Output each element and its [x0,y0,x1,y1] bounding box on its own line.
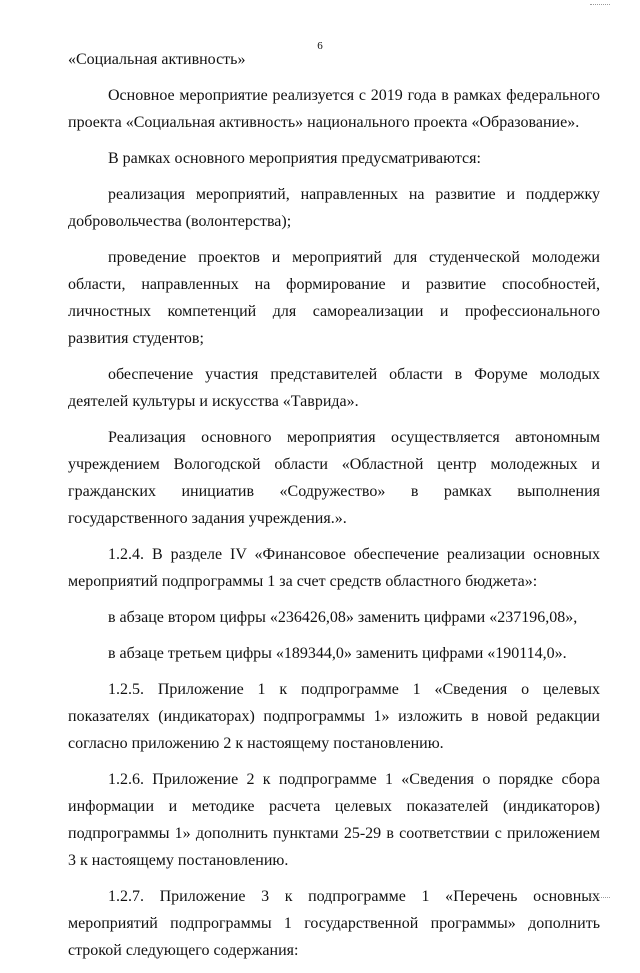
document-body [68,46,600,973]
paragraph-tavrida-forum: обеспечение участия представителей области в Форуме молодых деятелей культуры и искусства «Таврида». [68,366,600,410]
paragraph-student-projects: проведение проектов и мероприятий для студенческой молодежи области, направленных на формирование и развитие способностей, личностных компетенций для самореализации и профессионального развития студентов; [68,249,600,347]
scan-mark-top [590,4,610,7]
paragraph-volunteering: реализация мероприятий, направленных на развитие и поддержку добровольчества (волонтерства); [68,186,600,230]
paragraph-implementation: Реализация основного мероприятия осуществляется автономным учреждением Вологодской области «Областной центр молодежных и гражданских инициатив «Содружество» в рамках выполнения государственного задания учреждения.». [68,429,600,527]
scan-mark-bottom [590,897,610,900]
paragraph-amend-third: в абзаце третьем цифры «189344,0» заменить цифрами «190114,0». [108,645,567,662]
paragraph-amend-second: в абзаце втором цифры «236426,08» заменить цифрами «237196,08», [108,609,578,626]
paragraph-1-2-7: 1.2.7. Приложение 3 к подпрограмме 1 «Перечень основных мероприятий подпрограммы 1 государственной программы» дополнить строкой следующего содержания: [68,888,600,959]
page-number: 6 [317,40,323,52]
paragraph-1-2-5: 1.2.5. Приложение 1 к подпрограмме 1 «Сведения о целевых показателях (индикаторах) подпрограммы 1» изложить в новой редакции согласно приложению 2 к настоящему постановлению. [68,681,600,752]
paragraph-main-event: Основное мероприятие реализуется с 2019 года в рамках федерального проекта «Социальная активность» национального проекта «Образование». [68,87,600,131]
paragraph-1-2-6: 1.2.6. Приложение 2 к подпрограмме 1 «Сведения о порядке сбора информации и методике расчета целевых показателей (индикаторов) подпрограммы 1» дополнить пунктами 25-29 в соответствии с приложением 3 к настоящему постановлению. [68,771,600,869]
paragraph-subprogram-title: «Социальная активность» [68,51,246,68]
paragraph-1-2-4: 1.2.4. В разделе IV «Финансовое обеспечение реализации основных мероприятий подпрограммы 1 за счет средств областного бюджета»: [68,546,600,590]
paragraph-provisions-intro: В рамках основного мероприятия предусматриваются: [108,150,481,167]
